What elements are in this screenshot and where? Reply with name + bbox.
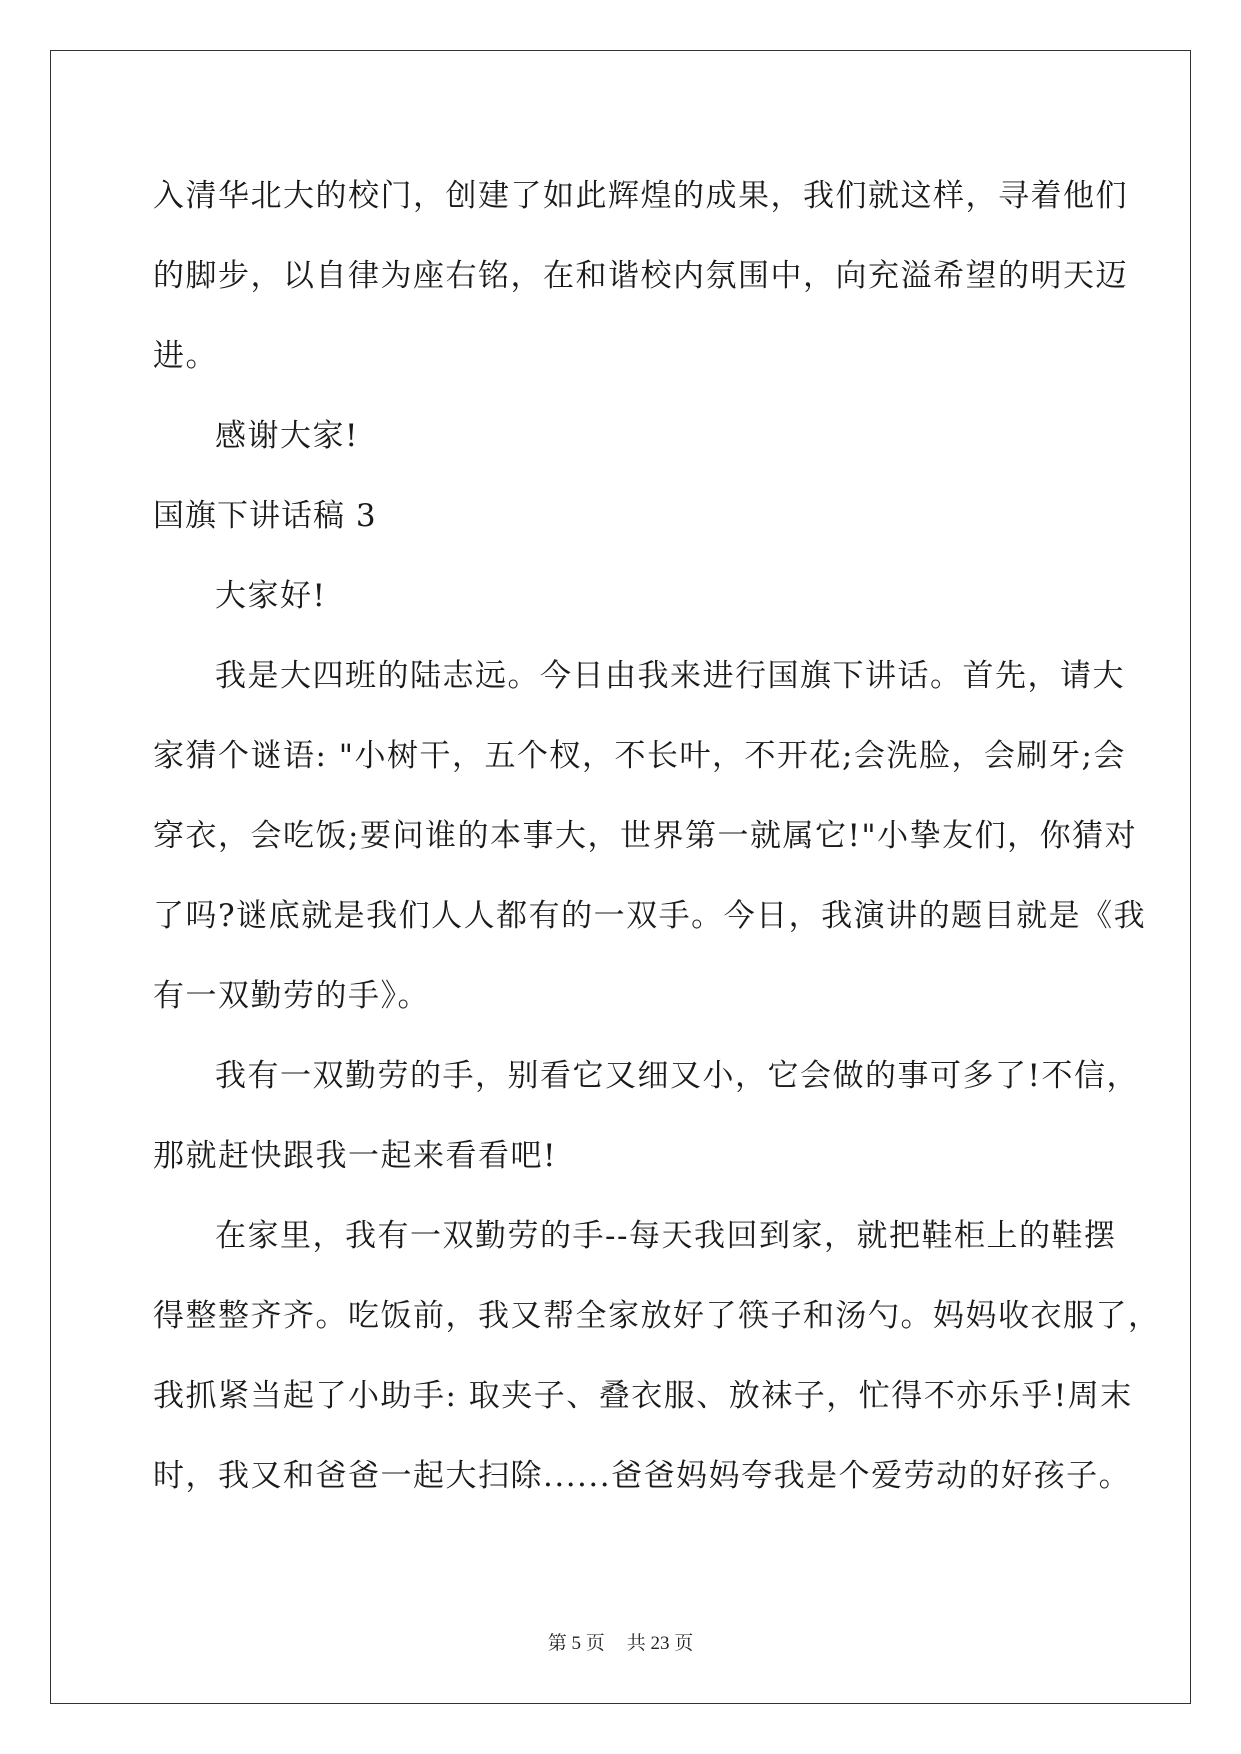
text-line: 我有一双勤劳的手，别看它又细又小，它会做的事可多了!不信， [215,1058,1139,1094]
text-line: 感谢大家! [215,418,359,454]
text-line: 了吗?谜底就是我们人人都有的一双手。今日，我演讲的题目就是《我 [153,898,1147,934]
section-heading: 国旗下讲话稿 3 [153,498,377,534]
text-line: 家猜个谜语: "小树干，五个杈，不长叶，不开花;会洗脸，会刷牙;会 [153,738,1126,774]
text-line: 穿衣，会吃饭;要问谁的本事大，世界第一就属它!"小挚友们，你猜对 [153,818,1138,854]
text-line: 时，我又和爸爸一起大扫除......爸爸妈妈夸我是个爱劳动的好孩子。 [153,1458,1132,1494]
text-line: 有一双勤劳的手》。 [153,978,430,1014]
document-body [153,156,1161,1516]
text-line: 那就赶快跟我一起来看看吧! [153,1138,557,1174]
text-line: 得整整齐齐。吃饭前，我又帮全家放好了筷子和汤勺。妈妈收衣服了， [153,1298,1161,1334]
page-total: 共 23 页 [626,1633,694,1654]
text-line: 我抓紧当起了小助手: 取夹子、叠衣服、放袜子，忙得不亦乐乎!周末 [153,1378,1133,1414]
text-line: 进。 [153,338,218,374]
text-line: 我是大四班的陆志远。今日由我来进行国旗下讲话。首先，请大 [215,658,1125,694]
page-footer [0,1628,1241,1655]
text-line: 在家里，我有一双勤劳的手--每天我回到家，就把鞋柜上的鞋摆 [215,1218,1117,1254]
text-line: 大家好! [215,578,327,614]
text-line: 入清华北大的校门，创建了如此辉煌的成果，我们就这样，寻着他们 [153,178,1128,214]
text-line: 的脚步，以自律为座右铭，在和谐校内氛围中，向充溢希望的明天迈 [153,258,1128,294]
page-number: 第 5 页 [547,1633,605,1654]
